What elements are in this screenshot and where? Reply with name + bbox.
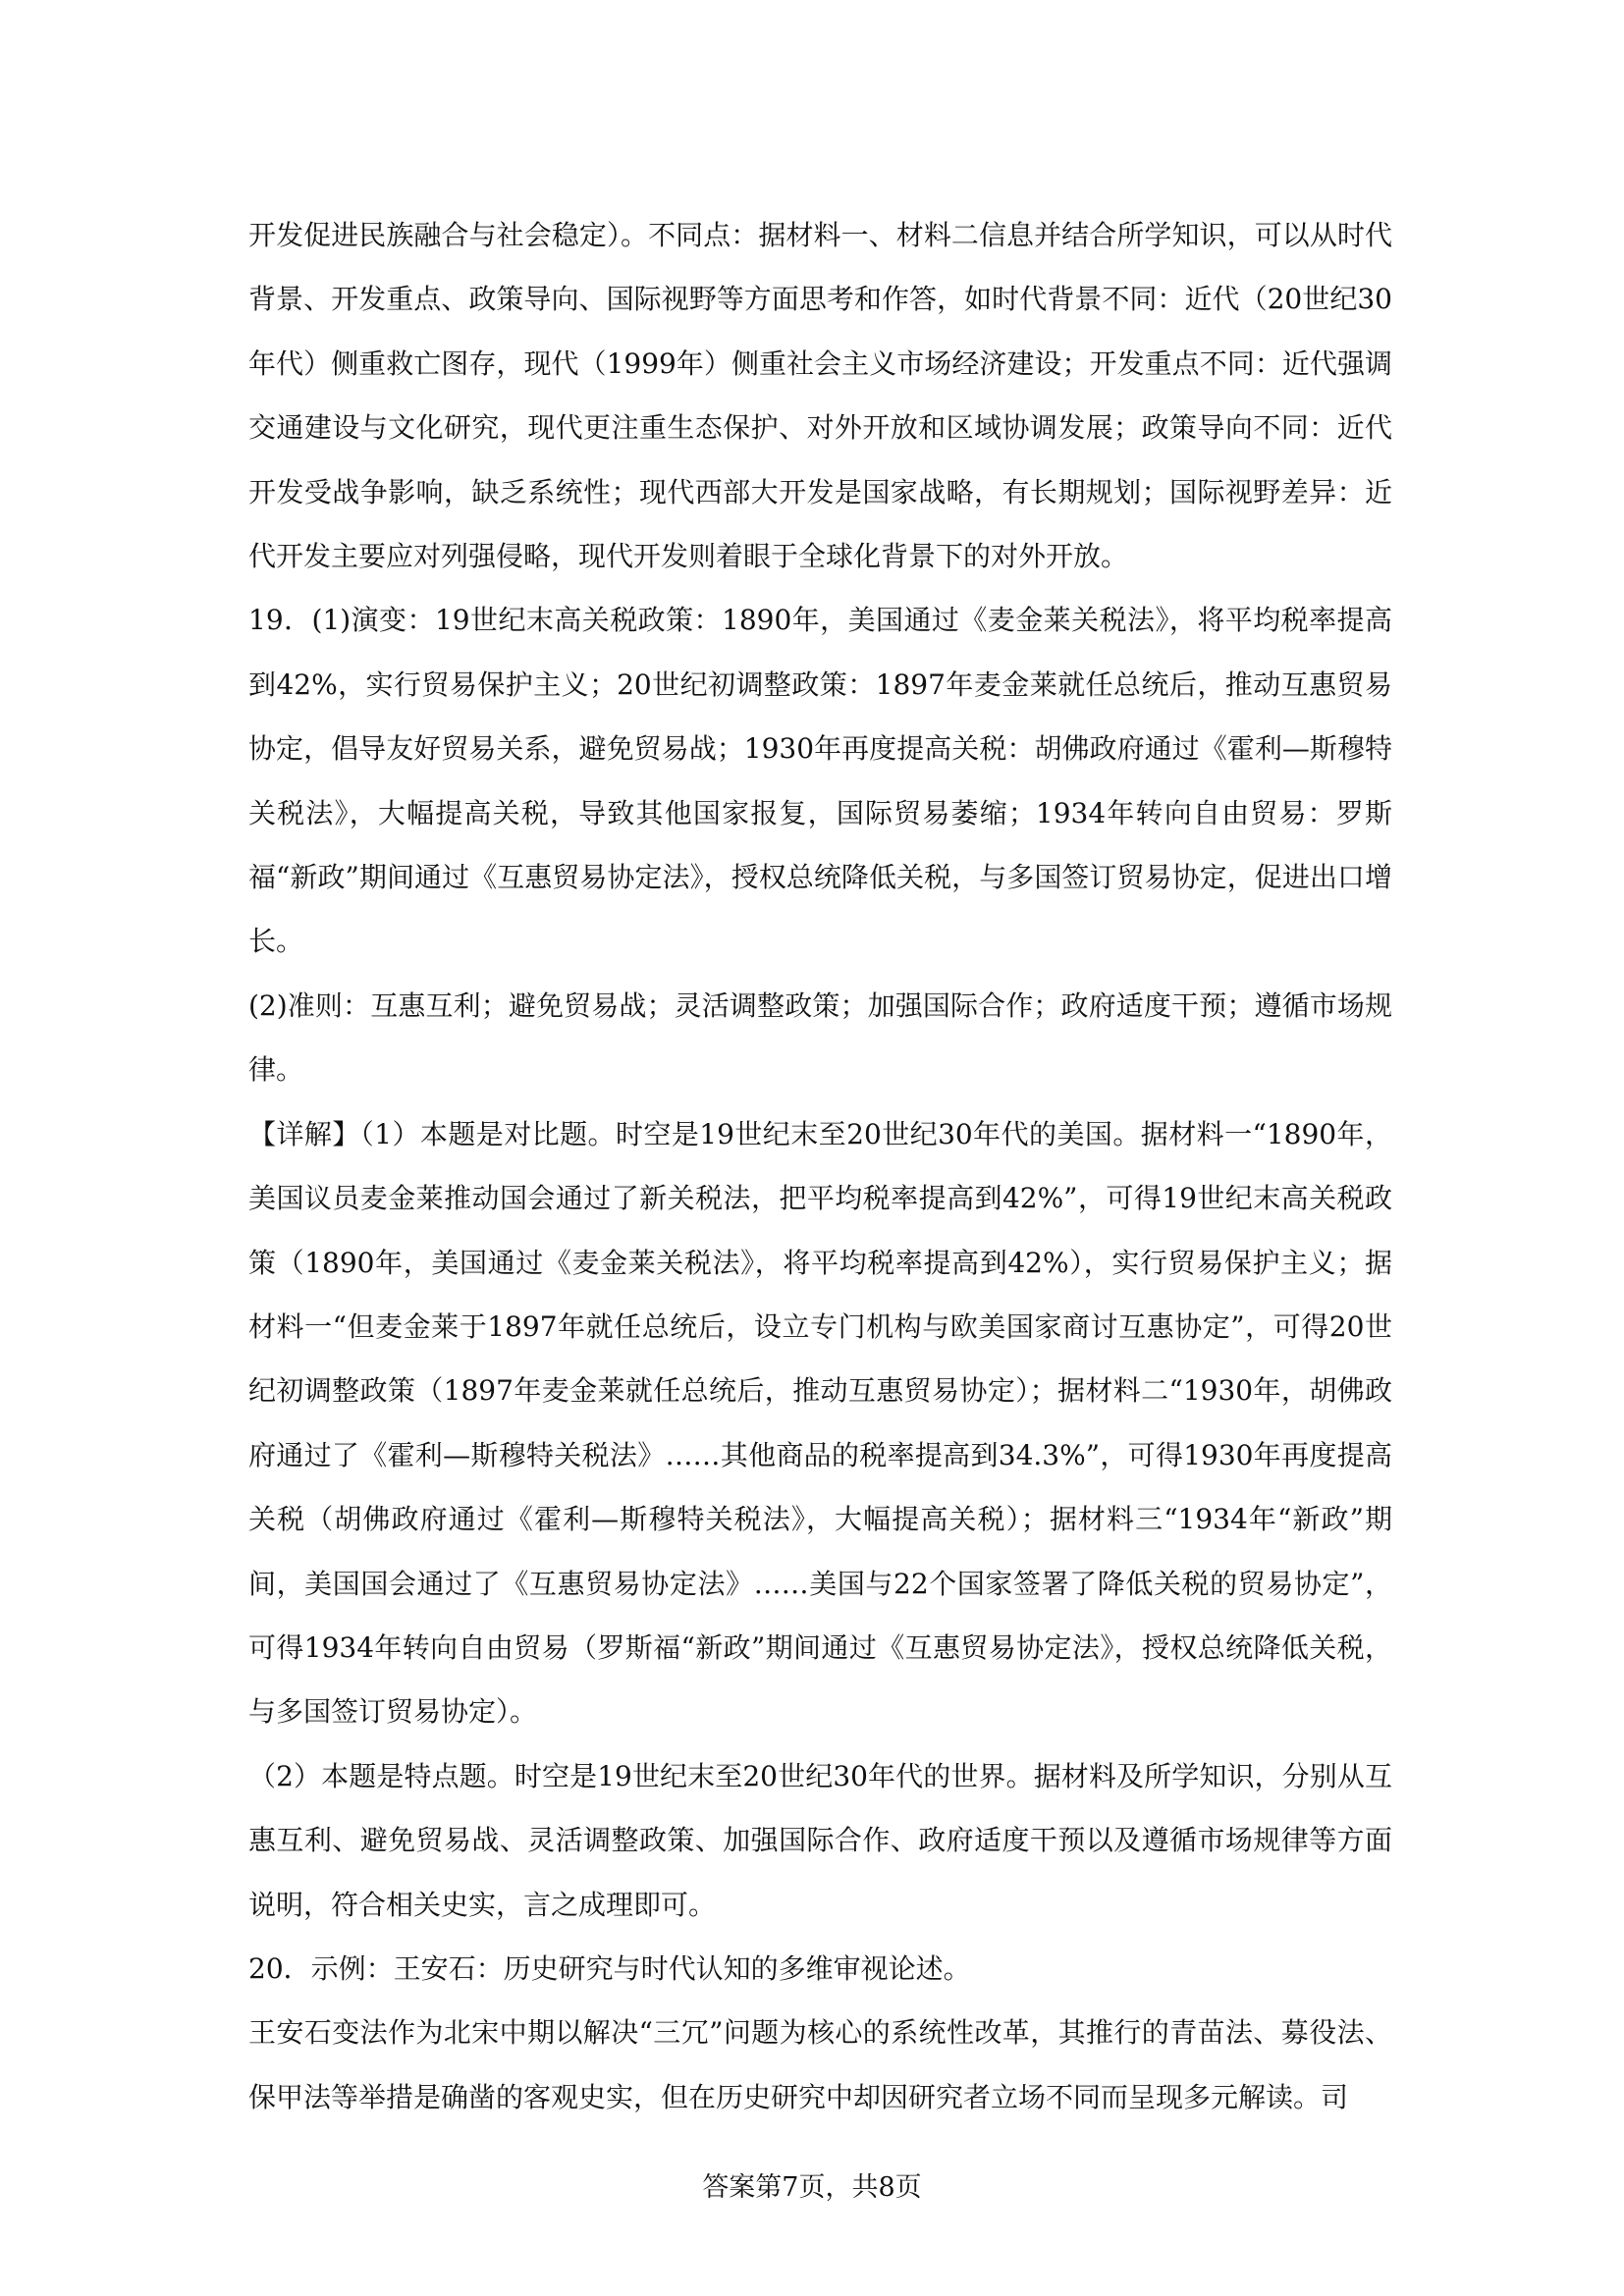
paragraph-comparison-conclusion: 开发促进民族融合与社会稳定）。不同点：据材料一、材料二信息并结合所学知识，可以从时代背景、开发重点、政策导向、国际视野等方面思考和作答，如时代背景不同：近代（20世纪30年代）侧重救亡图存，现代（1999年）侧重社会主义市场经济建设；开发重点不同：近代强调交通建设与文化研究，现代更注重生态保护、对外开放和区域协调发展；政策导向不同：近代开发受战争影响，缺乏系统性；现代西部大开发是国家战略，有长期规划；国际视野差异：近代开发主要应对列强侵略，现代开发则着眼于全球化背景下的对外开放。 <box>248 219 1392 573</box>
answer-body <box>248 203 1392 2129</box>
page-footer: 答案第7页，共8页 <box>702 2172 922 2203</box>
paragraph-q19-part2: (2)准则：互惠互利；避免贸易战；灵活调整政策；加强国际合作；政府适度干预；遵循市场规律。 <box>248 988 1392 1087</box>
paragraph-q20-title: 20．示例：王安石：历史研究与时代认知的多维审视论述。 <box>248 1951 971 1985</box>
paragraph-q19-detail-2: （2）本题是特点题。时空是19世纪末至20世纪30年代的世界。据材料及所学知识，分别从互惠互利、避免贸易战、灵活调整政策、加强国际合作、政府适度干预以及遵循市场规律等方面说明，符合相关史实，言之成理即可。 <box>248 1759 1392 1921</box>
paragraph-q20-body: 王安石变法作为北宋中期以解决“三冗”问题为核心的系统性改革，其推行的青苗法、募役法、保甲法等举措是确凿的客观史实，但在历史研究中却因研究者立场不同而呈现多元解读。司 <box>248 2016 1392 2113</box>
paragraph-q19-detail-1: 【详解】（1）本题是对比题。时空是19世纪末至20世纪30年代的美国。据材料一“1890年，美国议员麦金莱推动国会通过了新关税法，把平均税率提高到42%”，可得19世纪末高关税政策（1890年，美国通过《麦金莱关税法》，将平均税率提高到42%），实行贸易保护主义；据材料一“但麦金莱于1897年就任总统后，设立专门机构与欧美国家商讨互惠协定”，可得20世纪初调整政策（1897年麦金莱就任总统后，推动互惠贸易协定）；据材料二“1930年，胡佛政府通过了《霍利—斯穆特关税法》……其他商品的税率提高到34.3%”，可得1930年再度提高关税（胡佛政府通过《霍利—斯穆特关税法》，大幅提高关税）；据材料三“1934年“新政”期间，美国国会通过了《互惠贸易协定法》……美国与22个国家签署了降低关税的贸易协定”，可得1934年转向自由贸易（罗斯福“新政”期间通过《互惠贸易协定法》，授权总统降低关税，与多国签订贸易协定）。 <box>248 1117 1392 1729</box>
paragraph-q19-part1: 19．(1)演变：19世纪末高关税政策：1890年，美国通过《麦金莱关税法》，将平均税率提高到42%，实行贸易保护主义；20世纪初调整政策：1897年麦金莱就任总统后，推动互惠贸易协定，倡导友好贸易关系，避免贸易战；1930年再度提高关税：胡佛政府通过《霍利—斯穆特关税法》，大幅提高关税，导致其他国家报复，国际贸易萎缩；1934年转向自由贸易：罗斯福“新政”期间通过《互惠贸易协定法》，授权总统降低关税，与多国签订贸易协定，促进出口增长。 <box>248 604 1392 958</box>
